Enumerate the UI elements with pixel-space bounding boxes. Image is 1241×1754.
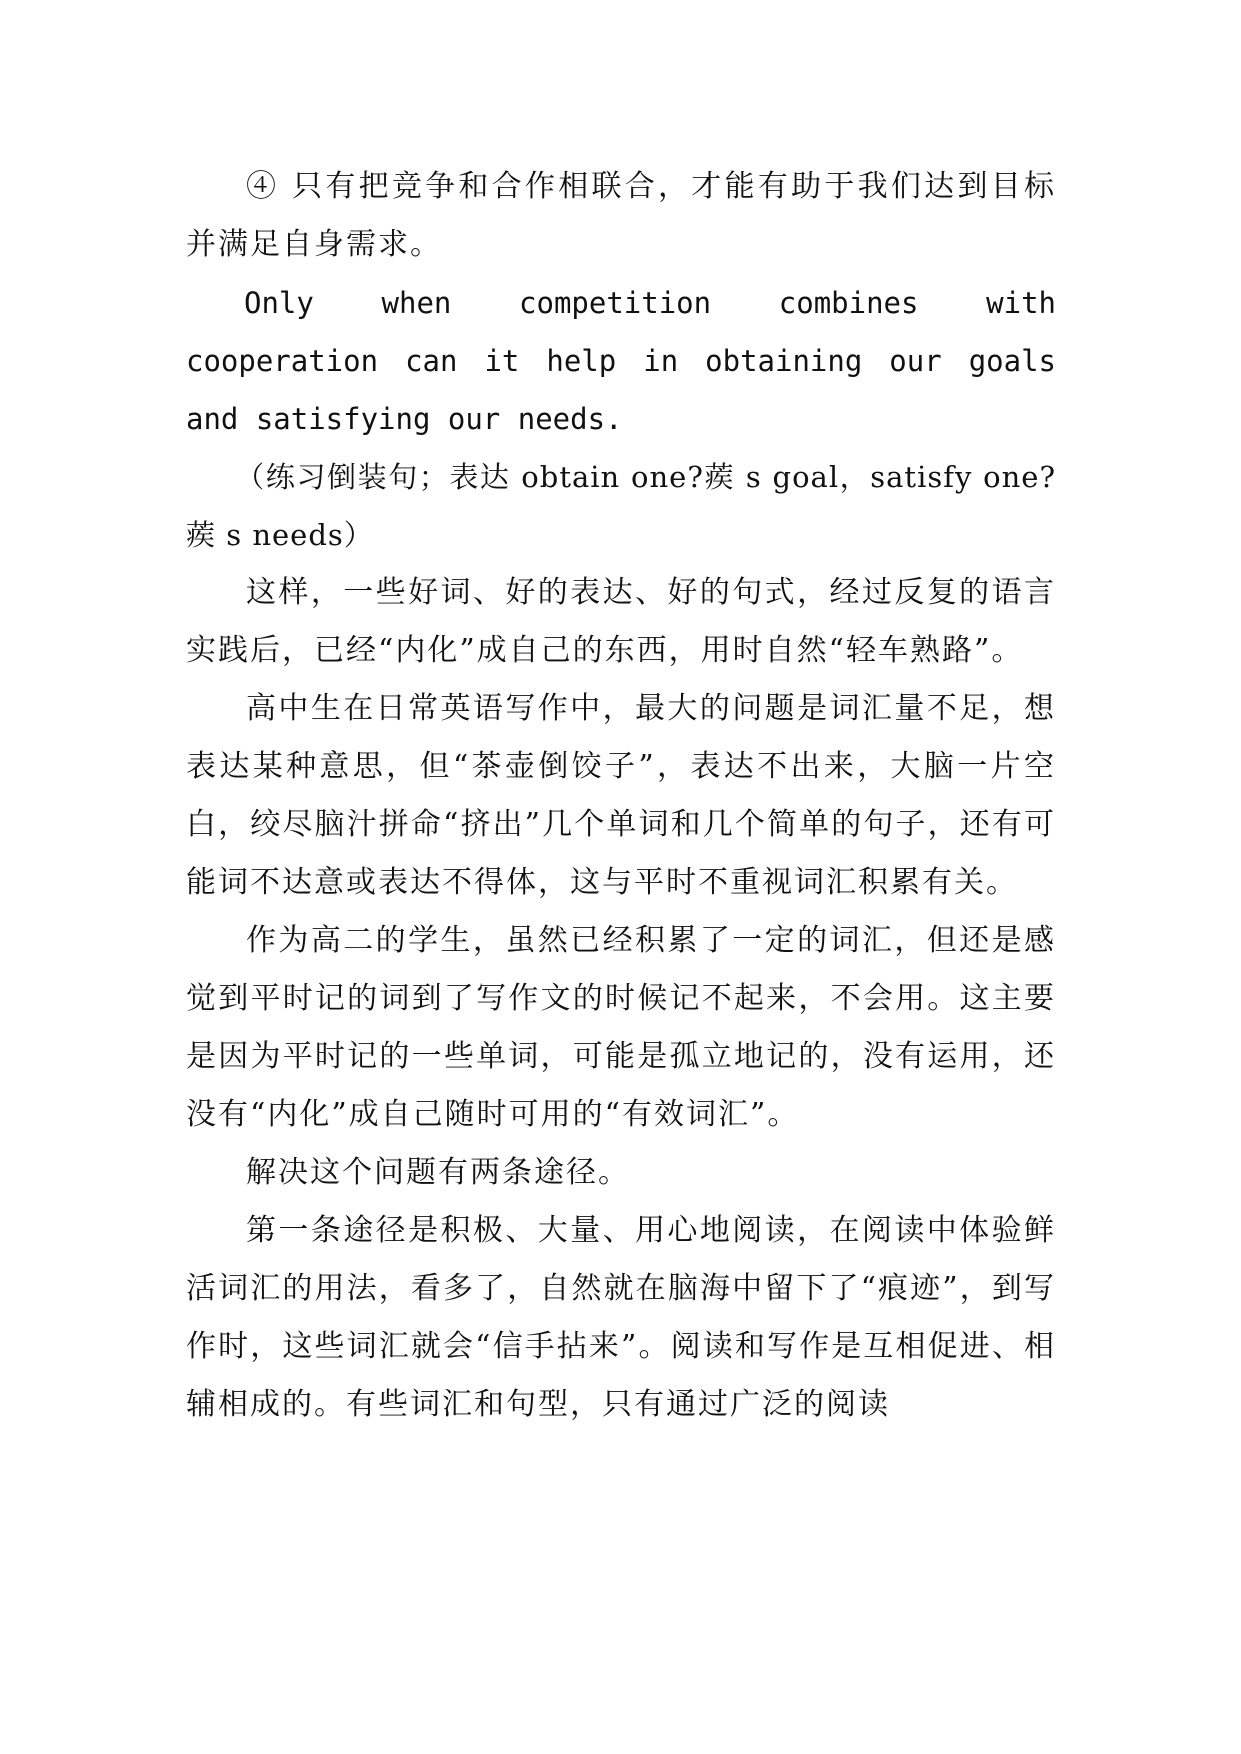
document-page (186, 158, 1056, 1434)
paragraph-senior-two-students: 作为高二的学生，虽然已经积累了一定的词汇，但还是感觉到平时记的词到了写作文的时候记不起来，不会用。这主要是因为平时记的一些单词，可能是孤立地记的，没有运用，还没有“内化”成自己随时可用的“有效词汇”。 (186, 923, 1056, 1132)
paragraph-two-ways: 解决这个问题有两条途径。 (246, 1155, 630, 1190)
paragraph-internalize: 这样，一些好词、好的表达、好的句式，经过反复的语言实践后，已经“内化”成自己的东西，用时自然“轻车熟路”。 (186, 575, 1056, 668)
paragraph-first-way-reading: 第一条途径是积极、大量、用心地阅读，在阅读中体验鲜活词汇的用法，看多了，自然就在脑海中留下了“痕迹”，到写作时，这些词汇就会“信手拈来”。阅读和写作是互相促进、相辅相成的。有些词汇和句型，只有通过广泛的阅读 (186, 1213, 1056, 1422)
paragraph-practice-note: （练习倒装句；表达 obtain one?蒺 s goal，satisfy one?蒺 s needs） (186, 460, 1056, 552)
paragraph-competition-cooperation-en: Only when competition combines with cooperation can it help in obtaining our goals and satisfying our needs. (186, 286, 1056, 436)
paragraph-competition-cooperation-zh: ④ 只有把竞争和合作相联合，才能有助于我们达到目标并满足自身需求。 (186, 169, 1056, 262)
paragraph-vocabulary-problem: 高中生在日常英语写作中，最大的问题是词汇量不足，想表达某种意思，但“茶壶倒饺子”，表达不出来，大脑一片空白，绞尽脑汁拼命“挤出”几个单词和几个简单的句子，还有可能词不达意或表达不得体，这与平时不重视词汇积累有关。 (186, 691, 1056, 900)
